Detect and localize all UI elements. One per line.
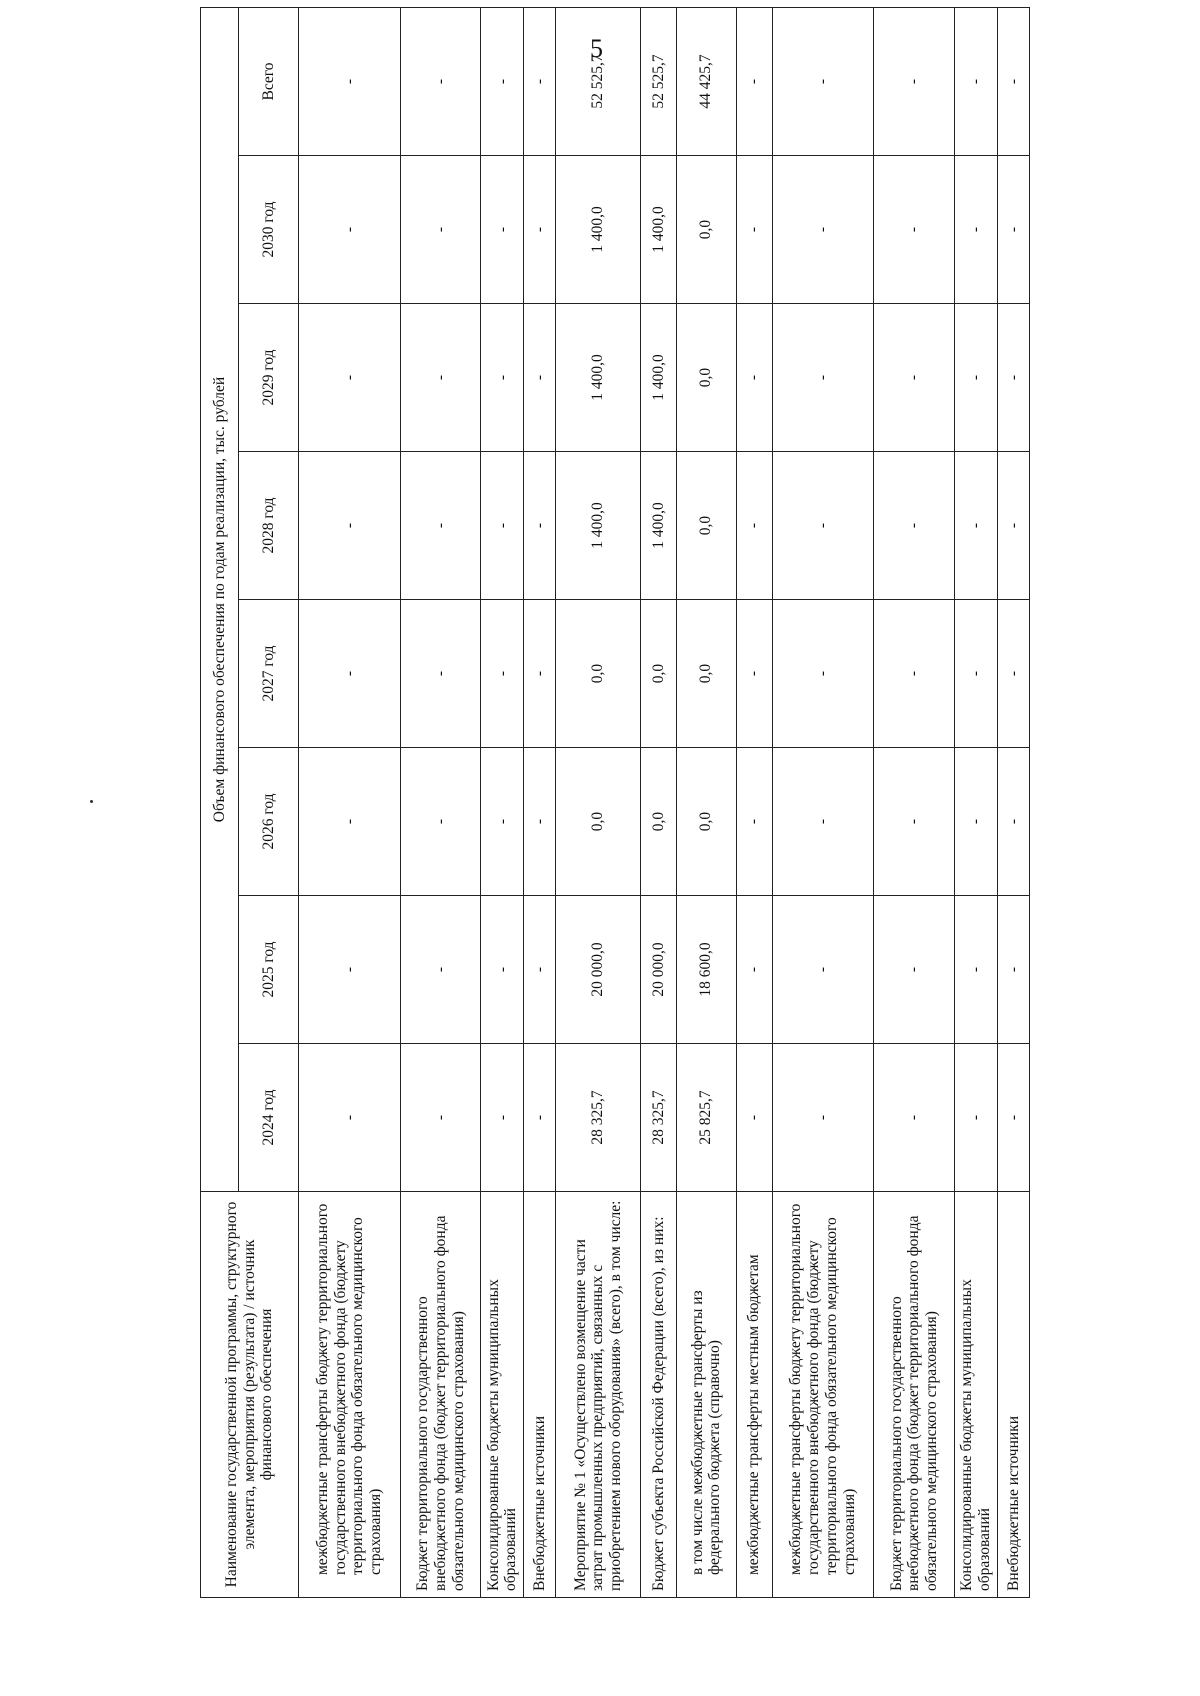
row-value-cell: - — [998, 156, 1030, 304]
row-value-cell: - — [998, 1044, 1030, 1192]
row-source-name: Консолидированные бюджеты муниципальных образований — [481, 1192, 524, 1598]
row-value-cell: 28 325,7 — [641, 1044, 677, 1192]
row-value-cell: - — [481, 156, 524, 304]
row-source-name: Бюджет территориального государственного внебюджетного фонда (бюджет территориального фонда обязательного медицинского страхования) — [400, 1192, 481, 1598]
page-number: 5 — [590, 34, 603, 63]
row-value-cell: - — [874, 600, 955, 748]
row-value-cell: - — [955, 896, 998, 1044]
table-row — [772, 8, 874, 1598]
row-value-cell: - — [955, 156, 998, 304]
row-value-cell: - — [299, 748, 401, 896]
row-value-cell: 0,0 — [677, 304, 736, 452]
row-value-cell: - — [524, 304, 556, 452]
row-value-cell: - — [874, 304, 955, 452]
row-source-name: межбюджетные трансферты местным бюджетам — [736, 1192, 772, 1598]
row-value-cell: - — [481, 1044, 524, 1192]
row-value-cell: - — [772, 8, 874, 156]
row-value-cell: - — [299, 8, 401, 156]
row-value-cell: - — [400, 1044, 481, 1192]
row-value-cell: - — [736, 8, 772, 156]
row-value-cell: - — [874, 748, 955, 896]
row-value-cell: 0,0 — [556, 600, 641, 748]
scan-speck — [90, 800, 93, 803]
row-value-cell: - — [772, 304, 874, 452]
row-value-cell: - — [998, 304, 1030, 452]
table-row — [641, 8, 677, 1598]
header-year-2024: 2024 год — [239, 1044, 299, 1192]
table-row — [955, 8, 998, 1598]
row-value-cell: - — [955, 304, 998, 452]
row-source-name: Бюджет субъекта Российской Федерации (всего), из них: — [641, 1192, 677, 1598]
row-value-cell: - — [874, 8, 955, 156]
row-value-cell: - — [299, 452, 401, 600]
row-value-cell: - — [772, 1044, 874, 1192]
header-year-2029: 2029 год — [239, 304, 299, 452]
row-value-cell: - — [481, 748, 524, 896]
row-value-cell: 0,0 — [641, 600, 677, 748]
table-row — [736, 8, 772, 1598]
row-value-cell: 1 400,0 — [556, 304, 641, 452]
row-value-cell: - — [772, 748, 874, 896]
row-value-cell: - — [874, 156, 955, 304]
row-value-cell: - — [299, 896, 401, 1044]
header-financing-group: Объем финансового обеспечения по годам реализации, тыс. рублей — [201, 8, 239, 1192]
row-source-name: в том числе межбюджетные трансферты из федерального бюджета (справочно) — [677, 1192, 736, 1598]
row-value-cell: - — [524, 600, 556, 748]
row-value-cell: - — [400, 748, 481, 896]
row-value-cell: - — [400, 600, 481, 748]
table-row — [299, 8, 401, 1598]
row-value-cell: - — [874, 1044, 955, 1192]
table-body — [299, 8, 1030, 1598]
financing-table-wrapper — [200, 54, 1030, 1598]
header-total: Всего — [239, 8, 299, 156]
row-value-cell: - — [524, 1044, 556, 1192]
row-source-name: межбюджетные трансферты бюджету территориального государственного внебюджетного фонда (бюджету территориального фонда обязательного медицинского страхования) — [772, 1192, 874, 1598]
row-source-name: Внебюджетные источники — [998, 1192, 1030, 1598]
row-source-name: Внебюджетные источники — [524, 1192, 556, 1598]
row-value-cell: - — [481, 600, 524, 748]
row-value-cell: - — [772, 452, 874, 600]
row-value-cell: - — [400, 156, 481, 304]
row-value-cell: - — [400, 896, 481, 1044]
row-value-cell: - — [772, 896, 874, 1044]
row-value-cell: - — [736, 156, 772, 304]
row-value-cell: - — [481, 304, 524, 452]
row-value-cell: - — [524, 156, 556, 304]
row-value-cell: 0,0 — [677, 156, 736, 304]
row-value-cell: - — [998, 600, 1030, 748]
row-value-cell: 25 825,7 — [677, 1044, 736, 1192]
row-source-name: Бюджет территориального государственного внебюджетного фонда (бюджет территориального фонда обязательного медицинского страхования) — [874, 1192, 955, 1598]
row-value-cell: - — [998, 748, 1030, 896]
row-value-cell: - — [772, 156, 874, 304]
row-value-cell: - — [481, 452, 524, 600]
table-row — [524, 8, 556, 1598]
row-value-cell: - — [736, 452, 772, 600]
row-value-cell: - — [998, 896, 1030, 1044]
row-value-cell: - — [955, 8, 998, 156]
row-value-cell: 20 000,0 — [556, 896, 641, 1044]
row-value-cell: 44 425,7 — [677, 8, 736, 156]
row-value-cell: 18 600,0 — [677, 896, 736, 1044]
row-value-cell: - — [955, 748, 998, 896]
row-value-cell: - — [736, 1044, 772, 1192]
row-value-cell: - — [299, 304, 401, 452]
row-value-cell: - — [736, 304, 772, 452]
row-value-cell: 52 525,7 — [641, 8, 677, 156]
row-value-cell: 1 400,0 — [641, 156, 677, 304]
header-year-2026: 2026 год — [239, 748, 299, 896]
row-value-cell: 52 525,7 — [556, 8, 641, 156]
row-value-cell: - — [524, 896, 556, 1044]
row-value-cell: - — [524, 748, 556, 896]
row-value-cell: - — [736, 600, 772, 748]
header-year-2027: 2027 год — [239, 600, 299, 748]
header-name-column: Наименование государственной программы, структурного элемента, мероприятия (результата) / источник финансового обеспечения — [201, 1192, 299, 1598]
row-value-cell: - — [524, 8, 556, 156]
row-value-cell: - — [299, 600, 401, 748]
row-value-cell: - — [481, 896, 524, 1044]
row-value-cell: - — [299, 1044, 401, 1192]
row-value-cell: 1 400,0 — [556, 156, 641, 304]
row-value-cell: 1 400,0 — [556, 452, 641, 600]
row-source-name: Мероприятие № 1 «Осуществлено возмещение части затрат промышленных предприятий, связанных с приобретением нового оборудования» (всего), в том числе: — [556, 1192, 641, 1598]
table-row — [998, 8, 1030, 1598]
row-value-cell: 1 400,0 — [641, 304, 677, 452]
row-value-cell: 28 325,7 — [556, 1044, 641, 1192]
row-value-cell: - — [299, 156, 401, 304]
row-value-cell: 0,0 — [677, 452, 736, 600]
table-row — [400, 8, 481, 1598]
row-value-cell: - — [955, 452, 998, 600]
row-value-cell: - — [874, 896, 955, 1044]
row-source-name: межбюджетные трансферты бюджету территориального государственного внебюджетного фонда (бюджету территориального фонда обязательного медицинского страхования) — [299, 1192, 401, 1598]
header-year-2025: 2025 год — [239, 896, 299, 1044]
table-row — [481, 8, 524, 1598]
row-value-cell: - — [955, 1044, 998, 1192]
row-value-cell: 1 400,0 — [641, 452, 677, 600]
row-value-cell: 0,0 — [677, 600, 736, 748]
row-value-cell: - — [400, 452, 481, 600]
row-value-cell: - — [955, 600, 998, 748]
table-row — [874, 8, 955, 1598]
row-value-cell: 0,0 — [641, 748, 677, 896]
row-value-cell: - — [736, 748, 772, 896]
row-value-cell: - — [400, 8, 481, 156]
header-year-2030: 2030 год — [239, 156, 299, 304]
row-value-cell: 0,0 — [677, 748, 736, 896]
row-value-cell: - — [998, 452, 1030, 600]
table-row — [556, 8, 641, 1598]
row-value-cell: - — [998, 8, 1030, 156]
table-row — [677, 8, 736, 1598]
row-value-cell: 20 000,0 — [641, 896, 677, 1044]
row-value-cell: - — [874, 452, 955, 600]
row-value-cell: - — [524, 452, 556, 600]
header-year-2028: 2028 год — [239, 452, 299, 600]
row-value-cell: - — [772, 600, 874, 748]
row-value-cell: 0,0 — [556, 748, 641, 896]
row-source-name: Консолидированные бюджеты муниципальных образований — [955, 1192, 998, 1598]
financing-table — [200, 7, 1030, 1598]
row-value-cell: - — [481, 8, 524, 156]
row-value-cell: - — [400, 304, 481, 452]
row-value-cell: - — [736, 896, 772, 1044]
